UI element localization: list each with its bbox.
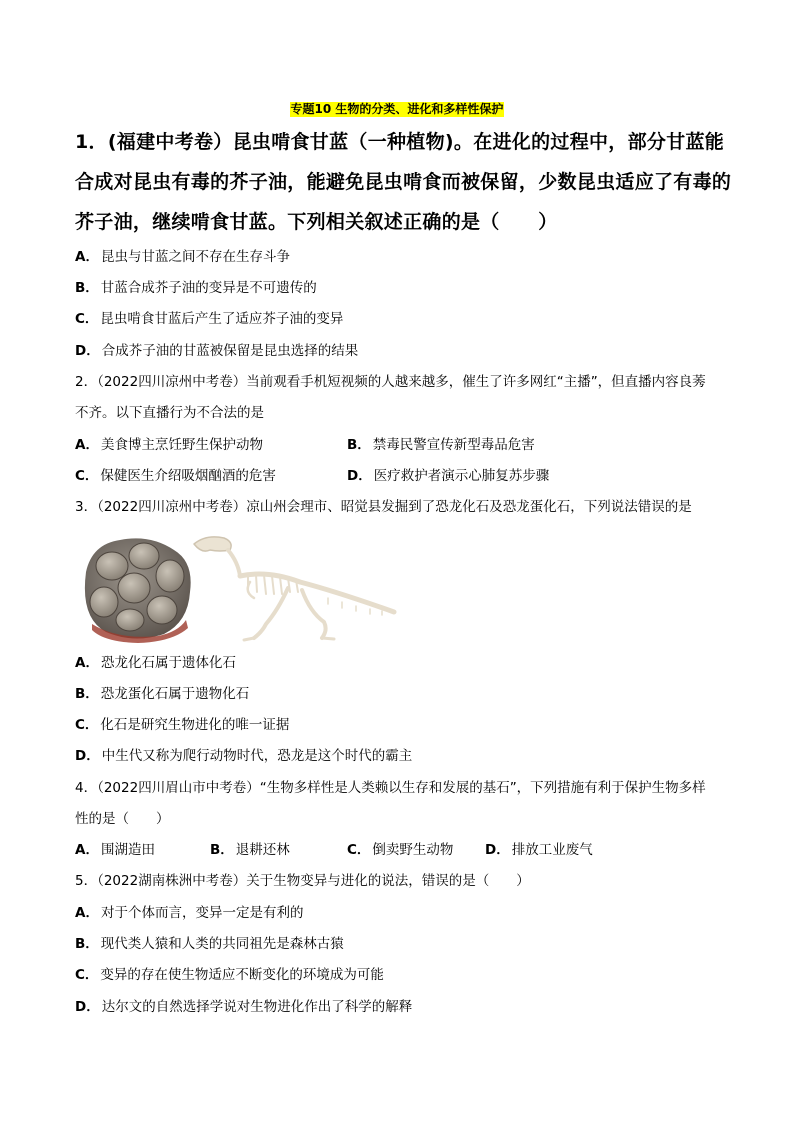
q1-option-a bbox=[75, 247, 290, 267]
q2-option-b bbox=[347, 435, 535, 455]
q2-option-c bbox=[75, 466, 276, 486]
option-label: C． bbox=[75, 717, 99, 733]
question-4-stem-line1: 4．（2022四川眉山市中考卷）“生物多样性是人类赖以生存和发展的基石”，下列措施有利于保护生物多样 bbox=[75, 780, 706, 796]
option-text: 保健医生介绍吸烟酗酒的危害 bbox=[100, 468, 276, 484]
option-text: 恐龙蛋化石属于遗物化石 bbox=[100, 686, 250, 702]
option-label: C． bbox=[347, 842, 371, 858]
option-text: 达尔文的自然选择学说对生物进化作出了科学的解释 bbox=[101, 999, 413, 1015]
q1-option-b bbox=[75, 278, 317, 298]
title-row bbox=[0, 98, 794, 117]
option-label: B． bbox=[75, 280, 99, 296]
q5-option-c bbox=[75, 965, 384, 985]
q5-option-a bbox=[75, 903, 303, 923]
option-label: B． bbox=[210, 842, 234, 858]
option-text: 甘蓝合成芥子油的变异是不可遗传的 bbox=[100, 280, 317, 296]
option-label: C． bbox=[75, 967, 99, 983]
option-text: 昆虫与甘蓝之间不存在生存斗争 bbox=[100, 249, 290, 265]
option-text: 美食博主烹饪野生保护动物 bbox=[100, 437, 263, 453]
option-label: C． bbox=[75, 468, 99, 484]
option-label: A． bbox=[75, 842, 99, 858]
question-5-stem: 5．（2022湖南株洲中考卷）关于生物变异与进化的说法，错误的是（ ） bbox=[75, 873, 530, 889]
option-text: 医疗救护者演示心肺复苏步骤 bbox=[373, 468, 550, 484]
option-label: B． bbox=[347, 437, 371, 453]
q5-option-d bbox=[75, 997, 412, 1017]
option-text: 中生代又称为爬行动物时代，恐龙是这个时代的霸主 bbox=[101, 748, 413, 764]
q3-option-d bbox=[75, 746, 412, 766]
option-label: D． bbox=[75, 343, 100, 359]
option-text: 围湖造田 bbox=[100, 842, 155, 858]
option-text: 恐龙化石属于遗体化石 bbox=[100, 655, 236, 671]
option-label: B． bbox=[75, 936, 99, 952]
option-label: D． bbox=[75, 999, 100, 1015]
option-label: D． bbox=[485, 842, 510, 858]
option-label: D． bbox=[75, 748, 100, 764]
option-label: B． bbox=[75, 686, 99, 702]
dinosaur-egg-fossil bbox=[85, 538, 191, 643]
option-label: A． bbox=[75, 655, 99, 671]
option-text: 禁毒民警宣传新型毒品危害 bbox=[372, 437, 535, 453]
option-text: 对于个体而言，变异一定是有利的 bbox=[100, 905, 304, 921]
option-label: A． bbox=[75, 437, 99, 453]
question-1-stem: 1．(福建中考卷）昆虫啃食甘蓝（一种植物)。在进化的过程中，部分甘蓝能合成对昆虫有毒的芥子油，能避免昆虫啃食而被保留，少数昆虫适应了有毒的芥子油，继续啃食甘蓝。下列相关叙述正确的是（ ） bbox=[75, 131, 732, 233]
fossil-image bbox=[78, 532, 398, 644]
dinosaur-skeleton bbox=[194, 537, 394, 640]
option-text: 退耕还林 bbox=[235, 842, 290, 858]
page-title: 专题10 生物的分类、进化和多样性保护 bbox=[290, 102, 504, 116]
option-text: 化石是研究生物进化的唯一证据 bbox=[100, 717, 290, 733]
q1-option-d bbox=[75, 341, 358, 361]
q2-option-a bbox=[75, 435, 263, 455]
option-text: 现代类人猿和人类的共同祖先是森林古猿 bbox=[100, 936, 344, 952]
q2-option-d bbox=[347, 466, 549, 486]
q3-option-c bbox=[75, 715, 289, 735]
question-3-stem: 3．（2022四川凉州中考卷）凉山州会理市、昭觉县发掘到了恐龙化石及恐龙蛋化石，下列说法错误的是 bbox=[75, 499, 692, 515]
question-2-stem-line1: 2．（2022四川凉州中考卷）当前观看手机短视频的人越来越多，催生了许多网红“主播”，但直播内容良莠 bbox=[75, 374, 706, 390]
question-4-stem-line2: 性的是（ ） bbox=[75, 811, 170, 827]
option-text: 昆虫啃食甘蓝后产生了适应芥子油的变异 bbox=[100, 311, 344, 327]
question-2-stem-line2: 不齐。以下直播行为不合法的是 bbox=[75, 405, 264, 421]
q4-option-c bbox=[347, 840, 453, 860]
q4-option-b bbox=[210, 840, 290, 860]
q1-option-c bbox=[75, 309, 343, 329]
option-text: 倒卖野生动物 bbox=[372, 842, 454, 858]
option-label: A． bbox=[75, 905, 99, 921]
option-label: A． bbox=[75, 249, 99, 265]
q3-option-b bbox=[75, 684, 249, 704]
q3-option-a bbox=[75, 653, 236, 673]
option-label: C． bbox=[75, 311, 99, 327]
q5-option-b bbox=[75, 934, 344, 954]
q4-option-a bbox=[75, 840, 155, 860]
option-text: 排放工业废气 bbox=[511, 842, 593, 858]
option-text: 合成芥子油的甘蓝被保留是昆虫选择的结果 bbox=[101, 343, 359, 359]
q4-option-d bbox=[485, 840, 593, 860]
option-label: D． bbox=[347, 468, 372, 484]
option-text: 变异的存在使生物适应不断变化的环境成为可能 bbox=[100, 967, 384, 983]
